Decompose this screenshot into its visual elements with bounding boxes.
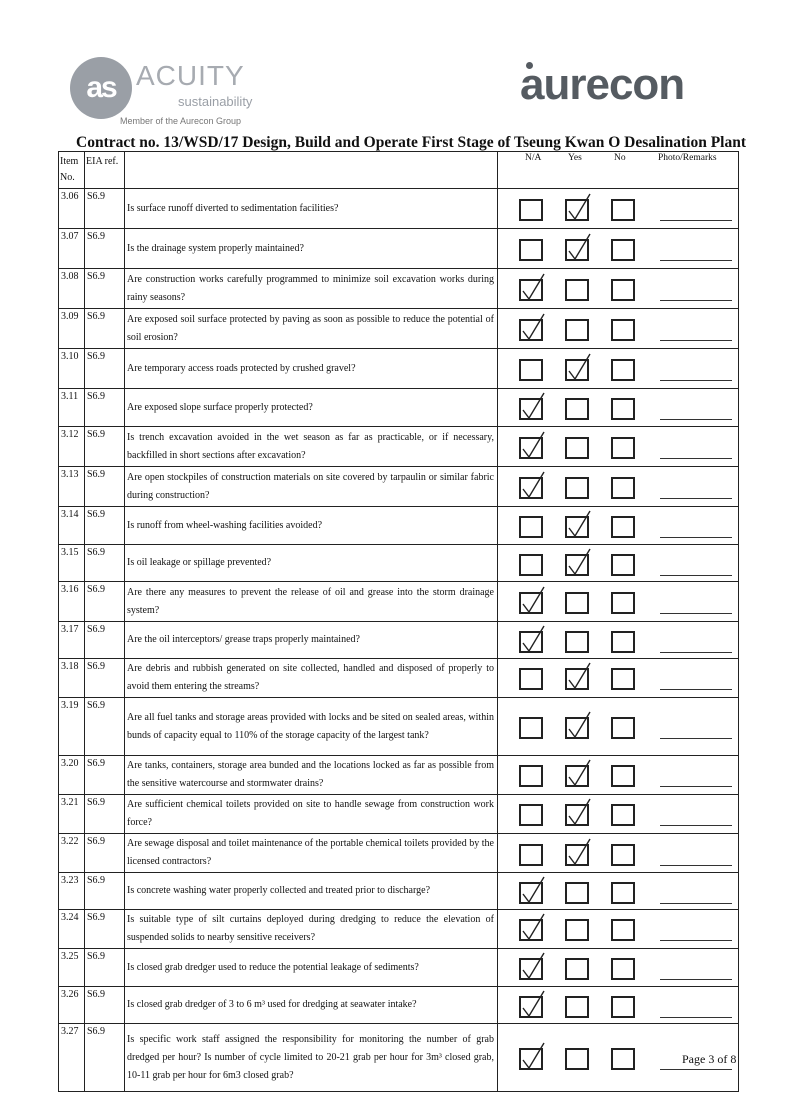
checkbox-yes[interactable] <box>565 516 589 538</box>
item-number: 3.25 <box>59 949 85 987</box>
question-text: Are construction works carefully programmed to minimize soil excavation works during rainy seasons? <box>125 269 498 309</box>
checkmark-icon <box>568 837 592 867</box>
table-row <box>59 189 739 229</box>
checkbox-na[interactable] <box>519 996 543 1018</box>
question-text: Are the oil interceptors/ grease traps properly maintained? <box>125 622 498 659</box>
checkbox-no[interactable] <box>611 592 635 614</box>
response-cell <box>498 795 739 834</box>
checkmark-icon <box>522 585 546 615</box>
checkbox-na[interactable] <box>519 882 543 904</box>
header-yes: Yes <box>568 153 582 163</box>
checkmark-icon <box>522 989 546 1019</box>
response-cell <box>498 987 739 1024</box>
eia-reference: S6.9 <box>85 582 125 622</box>
question-text: Are there any measures to prevent the release of oil and grease into the storm drainage system? <box>125 582 498 622</box>
eia-reference: S6.9 <box>85 1024 125 1092</box>
eia-reference: S6.9 <box>85 795 125 834</box>
header-item-no: Item No. <box>59 152 85 189</box>
checkbox-na[interactable] <box>519 398 543 420</box>
acuity-member-line: Member of the Aurecon Group <box>120 116 242 126</box>
table-row <box>59 582 739 622</box>
eia-reference: S6.9 <box>85 987 125 1024</box>
checkbox-no[interactable] <box>611 279 635 301</box>
eia-reference: S6.9 <box>85 269 125 309</box>
checkbox-yes[interactable] <box>565 844 589 866</box>
checkbox-na[interactable] <box>519 239 543 261</box>
remarks-line[interactable] <box>660 419 732 420</box>
header-photo-remarks: Photo/Remarks <box>658 153 717 163</box>
remarks-line[interactable] <box>660 537 732 538</box>
checkbox-no[interactable] <box>611 1048 635 1070</box>
checkbox-no[interactable] <box>611 516 635 538</box>
eia-reference: S6.9 <box>85 834 125 873</box>
checkbox-no[interactable] <box>611 804 635 826</box>
checkbox-na[interactable] <box>519 359 543 381</box>
table-row <box>59 756 739 795</box>
eia-reference: S6.9 <box>85 659 125 698</box>
item-number: 3.22 <box>59 834 85 873</box>
checkbox-yes[interactable] <box>565 717 589 739</box>
response-cell <box>498 467 739 507</box>
checkmark-icon <box>568 352 592 382</box>
response-cell <box>498 427 739 467</box>
header-na: N/A <box>525 153 542 163</box>
checkbox-no[interactable] <box>611 919 635 941</box>
checkbox-yes[interactable] <box>565 359 589 381</box>
question-text: Is suitable type of silt curtains deployed during dredging to reduce the elevation of suspended solids to nearby sensitive receivers? <box>125 910 498 949</box>
table-row <box>59 949 739 987</box>
acuity-logo <box>70 52 270 132</box>
item-number: 3.21 <box>59 795 85 834</box>
eia-reference: S6.9 <box>85 622 125 659</box>
checkbox-yes[interactable] <box>565 437 589 459</box>
eia-reference: S6.9 <box>85 229 125 269</box>
item-number: 3.07 <box>59 229 85 269</box>
checkmark-icon <box>522 912 546 942</box>
checkbox-no[interactable] <box>611 437 635 459</box>
checklist-table <box>58 151 739 1092</box>
table-row <box>59 545 739 582</box>
checkmark-icon <box>522 1041 546 1071</box>
response-cell <box>498 873 739 910</box>
checkmark-icon <box>522 312 546 342</box>
eia-reference: S6.9 <box>85 467 125 507</box>
checkbox-no[interactable] <box>611 398 635 420</box>
header-eia-ref: EIA ref. <box>85 152 125 189</box>
header-no: No <box>614 153 626 163</box>
question-text: Is the drainage system properly maintained? <box>125 229 498 269</box>
remarks-line[interactable] <box>660 260 732 261</box>
checkmark-icon <box>522 624 546 654</box>
eia-reference: S6.9 <box>85 427 125 467</box>
checkbox-na[interactable] <box>519 1048 543 1070</box>
checkbox-na[interactable] <box>519 319 543 341</box>
checkbox-yes[interactable] <box>565 668 589 690</box>
checkmark-icon <box>522 391 546 421</box>
response-cell <box>498 582 739 622</box>
eia-reference: S6.9 <box>85 756 125 795</box>
table-row <box>59 622 739 659</box>
checkbox-no[interactable] <box>611 477 635 499</box>
page-number: Page 3 of 8 <box>682 1052 737 1066</box>
table-row <box>59 269 739 309</box>
response-cell <box>498 545 739 582</box>
remarks-line[interactable] <box>660 380 732 381</box>
question-text: Is runoff from wheel-washing facilities avoided? <box>125 507 498 545</box>
table-row <box>59 834 739 873</box>
checkbox-na[interactable] <box>519 592 543 614</box>
checkbox-no[interactable] <box>611 882 635 904</box>
checkmark-icon <box>522 951 546 981</box>
checkbox-no[interactable] <box>611 996 635 1018</box>
remarks-line[interactable] <box>660 786 732 787</box>
item-number: 3.19 <box>59 698 85 756</box>
table-row <box>59 507 739 545</box>
question-text: Are sewage disposal and toilet maintenance of the portable chemical toilets provided by the licensed contractors? <box>125 834 498 873</box>
question-text: Is closed grab dredger used to reduce the potential leakage of sediments? <box>125 949 498 987</box>
question-text: Are exposed soil surface protected by paving as soon as possible to reduce the potential of soil erosion? <box>125 309 498 349</box>
response-cell <box>498 622 739 659</box>
checkbox-no[interactable] <box>611 631 635 653</box>
checkbox-yes[interactable] <box>565 804 589 826</box>
checkbox-na[interactable] <box>519 437 543 459</box>
remarks-line[interactable] <box>660 220 732 221</box>
checkbox-na[interactable] <box>519 477 543 499</box>
checkbox-yes[interactable] <box>565 631 589 653</box>
item-number: 3.15 <box>59 545 85 582</box>
checkbox-na[interactable] <box>519 631 543 653</box>
remarks-line[interactable] <box>660 1017 732 1018</box>
item-number: 3.24 <box>59 910 85 949</box>
checkbox-na[interactable] <box>519 919 543 941</box>
table-row <box>59 309 739 349</box>
question-text: Are temporary access roads protected by crushed gravel? <box>125 349 498 389</box>
item-number: 3.20 <box>59 756 85 795</box>
checkbox-yes[interactable] <box>565 319 589 341</box>
checkmark-icon <box>568 758 592 788</box>
item-number: 3.09 <box>59 309 85 349</box>
eia-reference: S6.9 <box>85 545 125 582</box>
checkbox-na[interactable] <box>519 804 543 826</box>
checkbox-yes[interactable] <box>565 765 589 787</box>
item-number: 3.06 <box>59 189 85 229</box>
table-row <box>59 698 739 756</box>
checkmark-icon <box>522 430 546 460</box>
question-text: Is closed grab dredger of 3 to 6 m³ used for dredging at seawater intake? <box>125 987 498 1024</box>
table-row <box>59 389 739 427</box>
response-cell <box>498 269 739 309</box>
table-row <box>59 467 739 507</box>
checkbox-yes[interactable] <box>565 882 589 904</box>
item-number: 3.26 <box>59 987 85 1024</box>
remarks-line[interactable] <box>660 498 732 499</box>
checkbox-no[interactable] <box>611 844 635 866</box>
item-number: 3.11 <box>59 389 85 427</box>
table-row <box>59 1024 739 1092</box>
table-row <box>59 987 739 1024</box>
checkbox-yes[interactable] <box>565 554 589 576</box>
contract-title: Contract no. 13/WSD/17 Design, Build and Operate First Stage of Tseung Kwan O Desalination Plant <box>76 134 747 151</box>
checkbox-na[interactable] <box>519 668 543 690</box>
eia-reference: S6.9 <box>85 873 125 910</box>
item-number: 3.16 <box>59 582 85 622</box>
remarks-line[interactable] <box>660 300 732 301</box>
eia-reference: S6.9 <box>85 189 125 229</box>
eia-reference: S6.9 <box>85 309 125 349</box>
checkbox-na[interactable] <box>519 717 543 739</box>
table-row <box>59 795 739 834</box>
item-number: 3.08 <box>59 269 85 309</box>
item-number: 3.17 <box>59 622 85 659</box>
remarks-line[interactable] <box>660 652 732 653</box>
remarks-line[interactable] <box>660 458 732 459</box>
question-text: Are open stockpiles of construction materials on site covered by tarpaulin or similar fabric during construction? <box>125 467 498 507</box>
checkbox-no[interactable] <box>611 765 635 787</box>
checkmark-icon <box>568 547 592 577</box>
eia-reference: S6.9 <box>85 349 125 389</box>
aurecon-logo: aurecon <box>520 60 685 109</box>
checkbox-yes[interactable] <box>565 398 589 420</box>
table-row <box>59 659 739 698</box>
question-text: Is oil leakage or spillage prevented? <box>125 545 498 582</box>
item-number: 3.23 <box>59 873 85 910</box>
table-header-row <box>59 152 739 189</box>
item-number: 3.14 <box>59 507 85 545</box>
checkbox-no[interactable] <box>611 239 635 261</box>
remarks-line[interactable] <box>660 903 732 904</box>
checkbox-no[interactable] <box>611 359 635 381</box>
response-cell <box>498 910 739 949</box>
checkbox-na[interactable] <box>519 554 543 576</box>
checkbox-no[interactable] <box>611 319 635 341</box>
eia-reference: S6.9 <box>85 949 125 987</box>
table-row <box>59 873 739 910</box>
checkmark-icon <box>568 710 592 740</box>
checkbox-yes[interactable] <box>565 1048 589 1070</box>
checkbox-na[interactable] <box>519 279 543 301</box>
remarks-line[interactable] <box>660 738 732 739</box>
acuity-logo-subtitle: sustainability <box>178 94 253 109</box>
acuity-logo-mark: as <box>70 57 132 119</box>
checkbox-no[interactable] <box>611 668 635 690</box>
response-cell <box>498 756 739 795</box>
table-row <box>59 427 739 467</box>
checkbox-yes[interactable] <box>565 477 589 499</box>
checkbox-na[interactable] <box>519 516 543 538</box>
remarks-line[interactable] <box>660 1069 732 1070</box>
response-cell <box>498 229 739 269</box>
header-question <box>125 152 498 189</box>
question-text: Are debris and rubbish generated on site collected, handled and disposed of properly to avoid them entering the streams? <box>125 659 498 698</box>
remarks-line[interactable] <box>660 825 732 826</box>
response-cell <box>498 189 739 229</box>
response-cell <box>498 949 739 987</box>
checkmark-icon <box>522 875 546 905</box>
checkbox-no[interactable] <box>611 717 635 739</box>
response-cell <box>498 698 739 756</box>
question-text: Are tanks, containers, storage area bunded and the locations locked as far as possible from the sensitive watercourse and stormwater drains? <box>125 756 498 795</box>
remarks-line[interactable] <box>660 979 732 980</box>
response-cell <box>498 507 739 545</box>
remarks-line[interactable] <box>660 340 732 341</box>
remarks-line[interactable] <box>660 575 732 576</box>
eia-reference: S6.9 <box>85 507 125 545</box>
item-number: 3.18 <box>59 659 85 698</box>
eia-reference: S6.9 <box>85 389 125 427</box>
checkbox-yes[interactable] <box>565 279 589 301</box>
question-text: Is trench excavation avoided in the wet season as far as practicable, or if necessary, backfilled in short sections after excavation? <box>125 427 498 467</box>
remarks-line[interactable] <box>660 940 732 941</box>
eia-reference: S6.9 <box>85 698 125 756</box>
question-text: Is concrete washing water properly collected and treated prior to discharge? <box>125 873 498 910</box>
table-row <box>59 229 739 269</box>
response-cell <box>498 389 739 427</box>
checkmark-icon <box>568 232 592 262</box>
checkbox-no[interactable] <box>611 554 635 576</box>
remarks-line[interactable] <box>660 689 732 690</box>
remarks-line[interactable] <box>660 865 732 866</box>
response-cell <box>498 349 739 389</box>
item-number: 3.27 <box>59 1024 85 1092</box>
item-number: 3.12 <box>59 427 85 467</box>
item-number: 3.10 <box>59 349 85 389</box>
checkbox-na[interactable] <box>519 844 543 866</box>
checkbox-no[interactable] <box>611 199 635 221</box>
question-text: Is specific work staff assigned the responsibility for monitoring the number of grab dredged per hour? Is number of cycle limited to 20-21 grab per hour for 3m³ closed grab, 10-11 grab per hour for 6m3 closed grab? <box>125 1024 498 1092</box>
checkbox-yes[interactable] <box>565 958 589 980</box>
question-text: Are exposed slope surface properly protected? <box>125 389 498 427</box>
checkmark-icon <box>568 661 592 691</box>
question-text: Are sufficient chemical toilets provided on site to handle sewage from construction work force? <box>125 795 498 834</box>
checkmark-icon <box>522 272 546 302</box>
checkmark-icon <box>568 797 592 827</box>
checkmark-icon <box>522 470 546 500</box>
table-row <box>59 349 739 389</box>
checkbox-yes[interactable] <box>565 239 589 261</box>
table-row <box>59 910 739 949</box>
checkbox-yes[interactable] <box>565 199 589 221</box>
remarks-line[interactable] <box>660 613 732 614</box>
checkbox-yes[interactable] <box>565 996 589 1018</box>
checkmark-icon <box>568 192 592 222</box>
checkbox-na[interactable] <box>519 765 543 787</box>
header-marks <box>498 152 739 189</box>
checkbox-yes[interactable] <box>565 919 589 941</box>
question-text: Are all fuel tanks and storage areas provided with locks and be sited on sealed areas, within bunds of capacity equal to 110% of the storage capacity of the largest tank? <box>125 698 498 756</box>
eia-reference: S6.9 <box>85 910 125 949</box>
checkbox-no[interactable] <box>611 958 635 980</box>
acuity-logo-name: ACUITY <box>136 60 245 91</box>
question-text: Is surface runoff diverted to sedimentation facilities? <box>125 189 498 229</box>
response-cell <box>498 834 739 873</box>
response-cell <box>498 659 739 698</box>
checkbox-yes[interactable] <box>565 592 589 614</box>
item-number: 3.13 <box>59 467 85 507</box>
response-cell <box>498 309 739 349</box>
checkmark-icon <box>568 509 592 539</box>
checkbox-na[interactable] <box>519 199 543 221</box>
checkbox-na[interactable] <box>519 958 543 980</box>
